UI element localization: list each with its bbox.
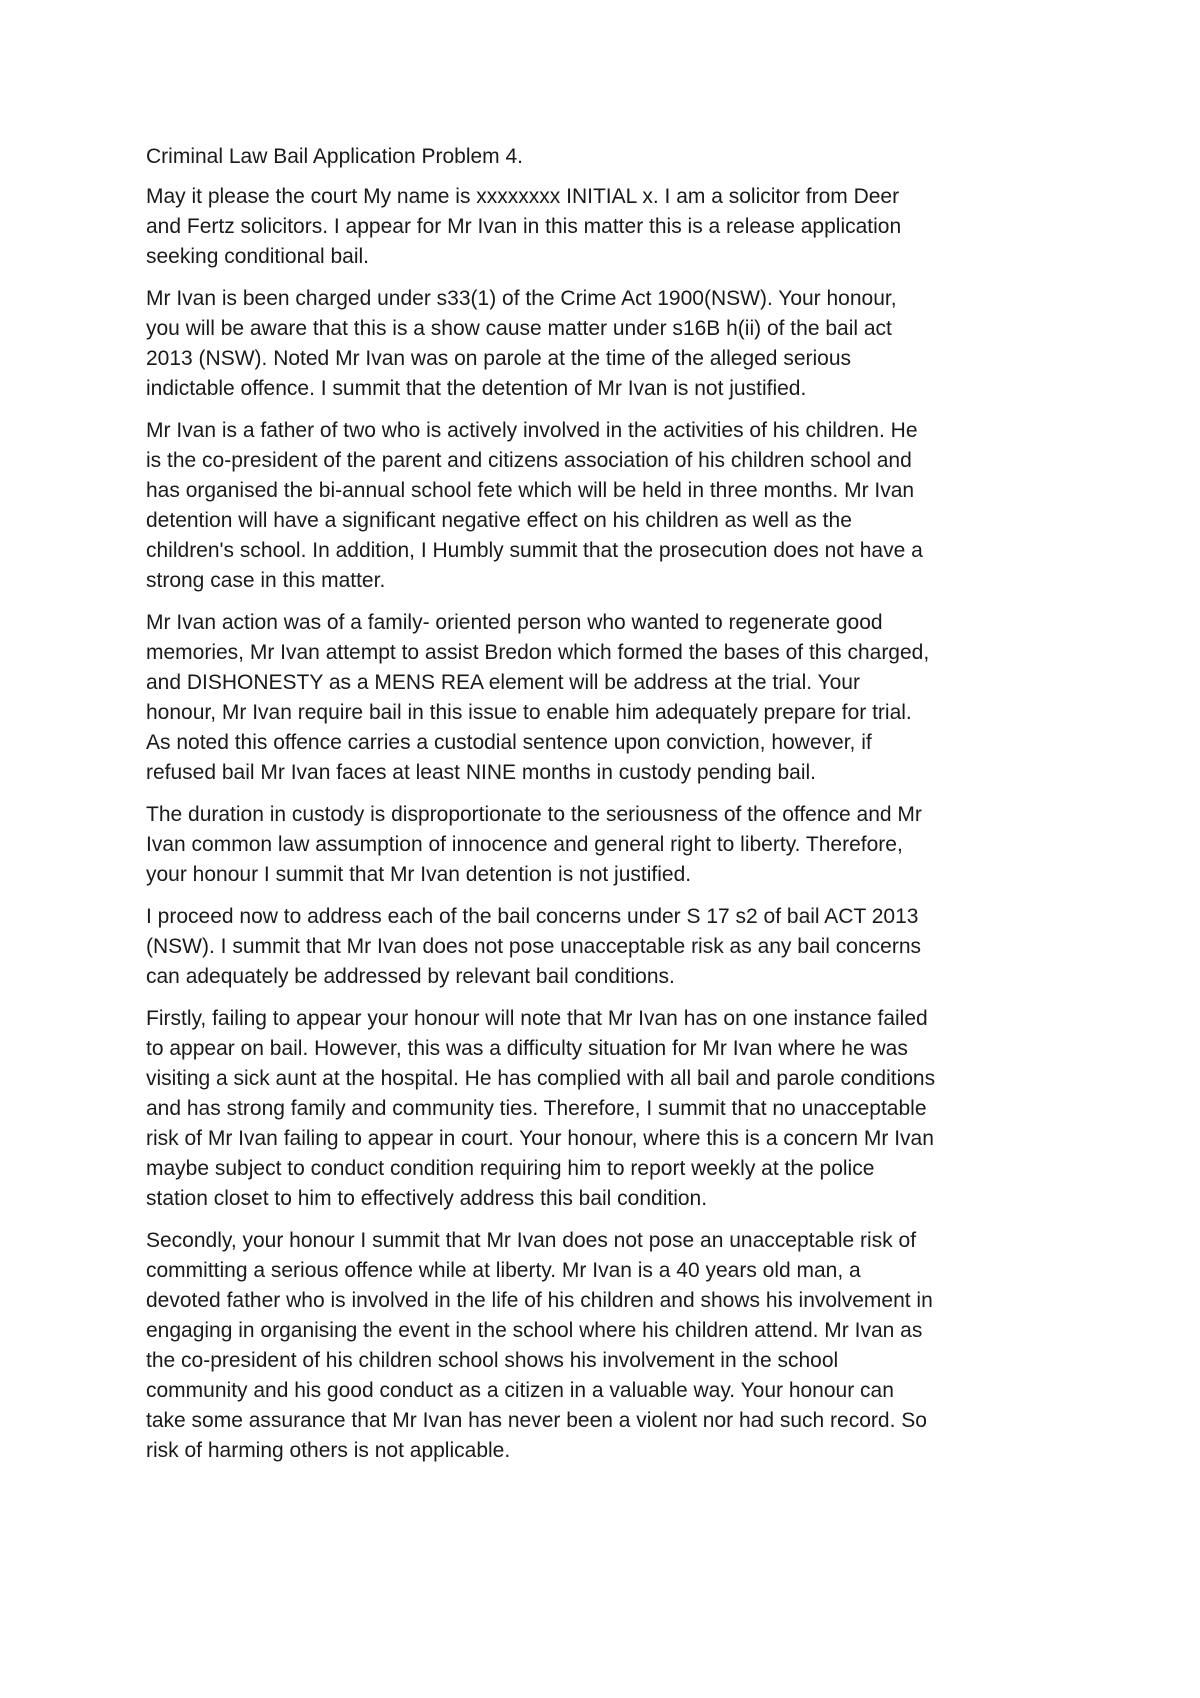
text-line: maybe subject to conduct condition requiring him to report weekly at the police xyxy=(146,1157,875,1180)
document-title: Criminal Law Bail Application Problem 4. xyxy=(146,145,524,168)
paragraph-4 xyxy=(146,608,1076,788)
text-line: Secondly, your honour I summit that Mr Ivan does not pose an unacceptable risk of xyxy=(146,1229,917,1252)
text-line: (NSW). I summit that Mr Ivan does not pose unacceptable risk as any bail concerns xyxy=(146,935,922,958)
text-line: May it please the court My name is xxxxxxxx INITIAL x. I am a solicitor from Deer xyxy=(146,185,900,208)
text-line: and has strong family and community ties. Therefore, I summit that no unacceptable xyxy=(146,1097,927,1120)
paragraph-6 xyxy=(146,902,1076,992)
text-line: refused bail Mr Ivan faces at least NINE months in custody pending bail. xyxy=(146,761,817,784)
text-line: Mr Ivan action was of a family- oriented person who wanted to regenerate good xyxy=(146,611,883,634)
text-line: indictable offence. I summit that the detention of Mr Ivan is not justified. xyxy=(146,377,807,400)
text-line: memories, Mr Ivan attempt to assist Bredon which formed the bases of this charged, xyxy=(146,641,930,664)
text-line: seeking conditional bail. xyxy=(146,245,369,268)
paragraph-5 xyxy=(146,800,1076,890)
text-line: and DISHONESTY as a MENS REA element will be address at the trial. Your xyxy=(146,671,860,694)
text-line: visiting a sick aunt at the hospital. He has complied with all bail and parole conditions xyxy=(146,1067,936,1090)
text-line: detention will have a significant negative effect on his children as well as the xyxy=(146,509,852,532)
paragraph-2 xyxy=(146,284,1076,404)
text-line: you will be aware that this is a show cause matter under s16B h(ii) of the bail act xyxy=(146,317,892,340)
document-body xyxy=(146,182,1076,1466)
text-line: honour, Mr Ivan require bail in this issue to enable him adequately prepare for trial. xyxy=(146,701,912,724)
text-line: devoted father who is involved in the life of his children and shows his involvement in xyxy=(146,1289,933,1312)
text-line: Mr Ivan is a father of two who is actively involved in the activities of his children. He xyxy=(146,419,918,442)
text-line: your honour I summit that Mr Ivan detention is not justified. xyxy=(146,863,692,886)
text-line: strong case in this matter. xyxy=(146,569,386,592)
text-line: 2013 (NSW). Noted Mr Ivan was on parole at the time of the alleged serious xyxy=(146,347,852,370)
text-line: and Fertz solicitors. I appear for Mr Ivan in this matter this is a release application xyxy=(146,215,902,238)
text-line: is the co-president of the parent and citizens association of his children school and xyxy=(146,449,912,472)
text-line: children's school. In addition, I Humbly summit that the prosecution does not have a xyxy=(146,539,923,562)
paragraph-8 xyxy=(146,1226,1076,1466)
paragraph-3 xyxy=(146,416,1076,596)
text-line: I proceed now to address each of the bail concerns under S 17 s2 of bail ACT 2013 xyxy=(146,905,919,928)
text-line: risk of harming others is not applicable. xyxy=(146,1439,511,1462)
text-line: engaging in organising the event in the school where his children attend. Mr Ivan as xyxy=(146,1319,923,1342)
paragraph-7 xyxy=(146,1004,1076,1214)
text-line: The duration in custody is disproportionate to the seriousness of the offence and Mr xyxy=(146,803,922,826)
text-line: Firstly, failing to appear your honour will note that Mr Ivan has on one instance failed xyxy=(146,1007,928,1030)
text-line: station closet to him to effectively address this bail condition. xyxy=(146,1187,708,1210)
text-line: can adequately be addressed by relevant bail conditions. xyxy=(146,965,675,988)
text-line: Ivan common law assumption of innocence and general right to liberty. Therefore, xyxy=(146,833,903,856)
document-page xyxy=(146,142,1076,1478)
text-line: has organised the bi-annual school fete which will be held in three months. Mr Ivan xyxy=(146,479,915,502)
text-line: Mr Ivan is been charged under s33(1) of the Crime Act 1900(NSW). Your honour, xyxy=(146,287,897,310)
text-line: take some assurance that Mr Ivan has never been a violent nor had such record. So xyxy=(146,1409,927,1432)
text-line: the co-president of his children school shows his involvement in the school xyxy=(146,1349,839,1372)
text-line: As noted this offence carries a custodial sentence upon conviction, however, if xyxy=(146,731,872,754)
text-line: committing a serious offence while at liberty. Mr Ivan is a 40 years old man, a xyxy=(146,1259,861,1282)
paragraph-1 xyxy=(146,182,1076,272)
text-line: risk of Mr Ivan failing to appear in court. Your honour, where this is a concern Mr Ivan xyxy=(146,1127,934,1150)
text-line: to appear on bail. However, this was a difficulty situation for Mr Ivan where he was xyxy=(146,1037,908,1060)
text-line: community and his good conduct as a citizen in a valuable way. Your honour can xyxy=(146,1379,894,1402)
